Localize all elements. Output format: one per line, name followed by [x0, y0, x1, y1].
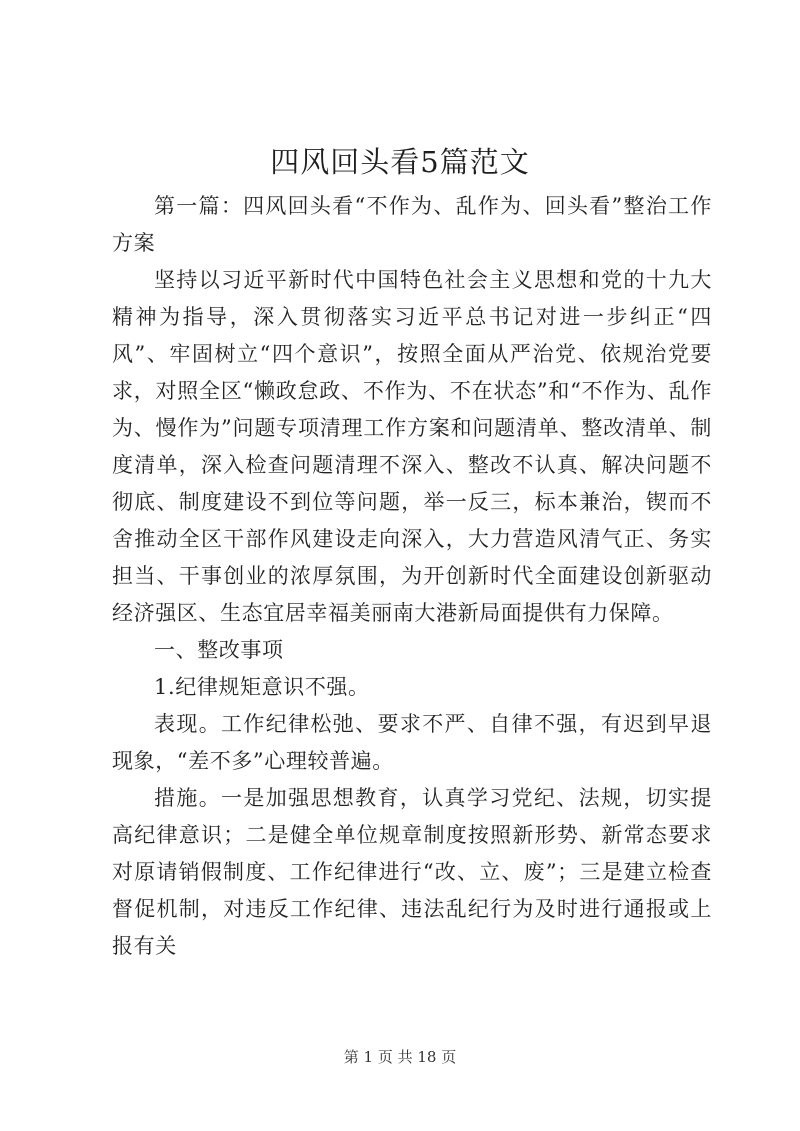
body-paragraph: 坚持以习近平新时代中国特色社会主义思想和党的十九大精神为指导，深入贯彻落实习近平总书记对进一步纠正“四风”、牢固树立“四个意识”，按照全面从严治党、依规治党要求，对照全区“懒政怠政、不作为、不在状态”和“不作为、乱作为、慢作为”问题专项清理工作方案和问题清单、整改清单、制度清单，深入检查问题清理不深入、整改不认真、解决问题不彻底、制度建设不到位等问题，举一反三，标本兼治，锲而不舍推动全区干部作风建设走向深入，大力营造风清气正、务实担当、干事创业的浓厚氛围，为开创新时代全面建设创新驱动经济强区、生态宜居幸福美丽南大港新局面提供有力保障。: [112, 268, 712, 625]
section-heading: 第一篇：四风回头看“不作为、乱作为、回头看”整治工作方案: [112, 194, 712, 255]
page-number-footer: 第 1 页 共 18 页: [343, 1048, 457, 1066]
document-title: 四风回头看5篇范文: [270, 145, 530, 179]
document-body: [112, 188, 712, 965]
item-subheading: 1.纪律规矩意识不强。: [154, 675, 370, 699]
body-paragraph: 表现。工作纪律松弛、要求不严、自律不强，有迟到早退现象，“差不多”心理较普遍。: [112, 712, 712, 773]
item-heading: 一、整改事项: [154, 638, 284, 662]
body-paragraph: 措施。一是加强思想教育，认真学习党纪、法规，切实提高纪律意识；二是健全单位规章制度按照新形势、新常态要求对原请销假制度、工作纪律进行“改、立、废”；三是建立检查督促机制，对违反工作纪律、违法乱纪行为及时进行通报或上报有关: [112, 786, 712, 958]
